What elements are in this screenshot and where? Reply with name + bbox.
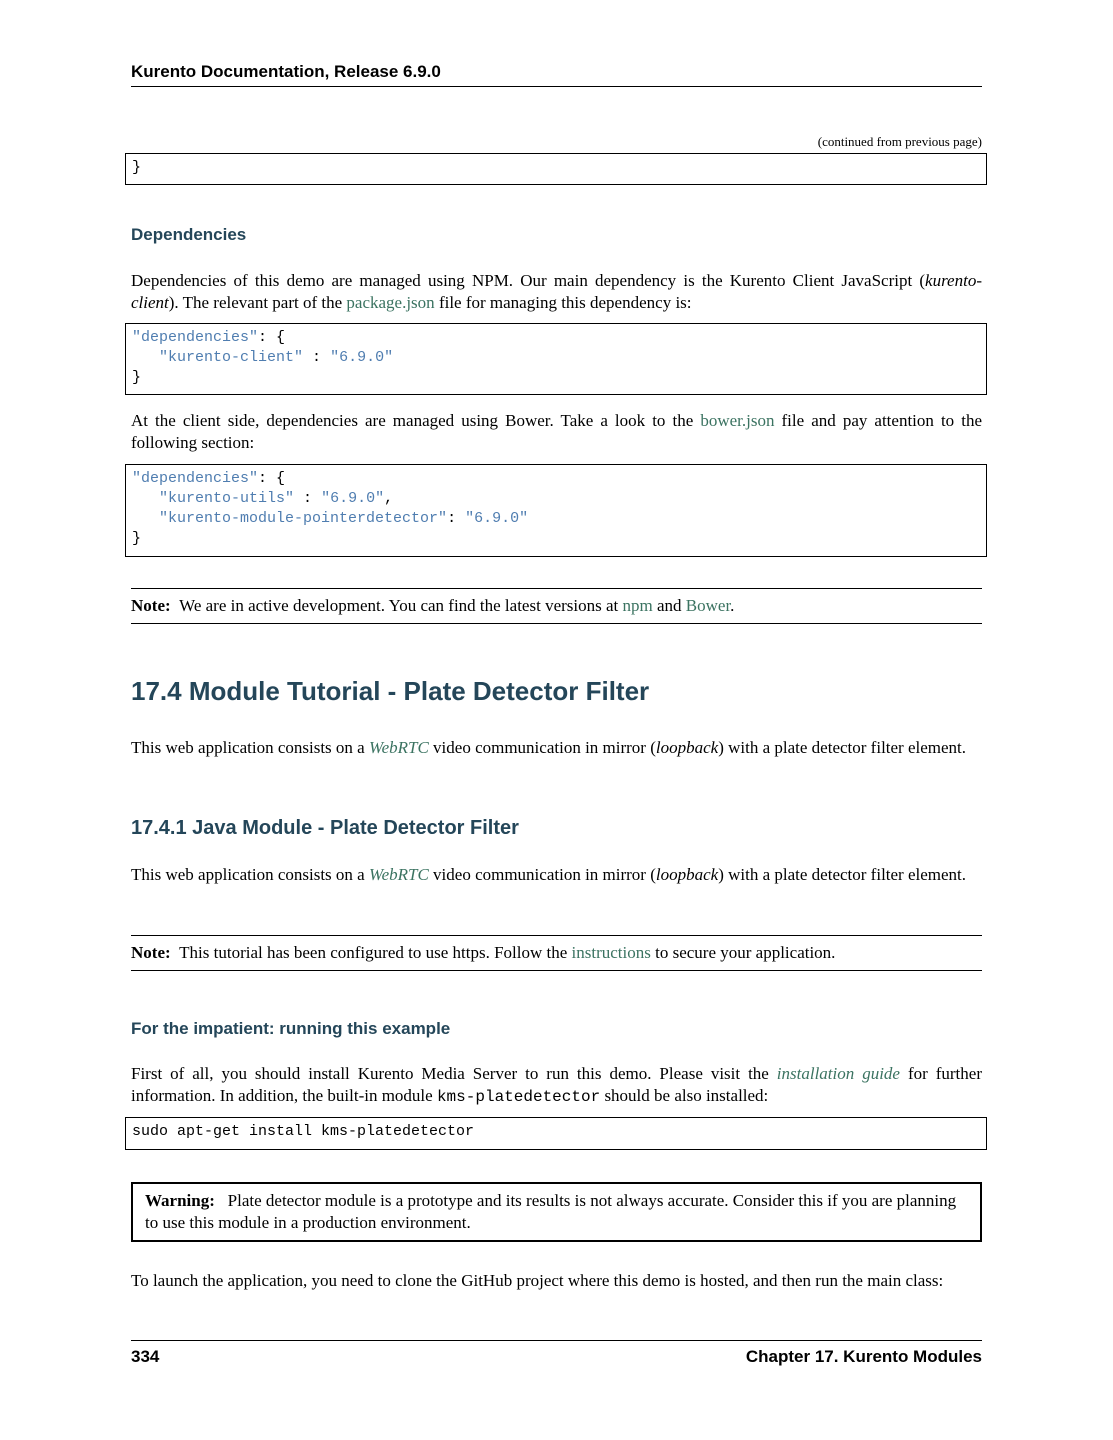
installation-guide-link[interactable]: installation guide (776, 1064, 900, 1083)
running-header: Kurento Documentation, Release 6.9.0 (131, 62, 982, 87)
instructions-link[interactable]: instructions (571, 943, 651, 962)
bower-dependencies-code: "dependencies": { "kurento-utils" : "6.9.0", "kurento-module-pointerdetector": "6.9.0" } (125, 464, 987, 557)
webrtc-link[interactable]: WebRTC (368, 738, 429, 757)
dependencies-paragraph: Dependencies of this demo are managed using NPM. Our main dependency is the Kurento Client JavaScript (kurento-client). The relevant part of the package.json file for managing this dependency is: (131, 271, 982, 312)
chapter-title: Chapter 17. Kurento Modules (745, 1347, 982, 1366)
section-paragraph: This web application consists on a WebRTC video communication in mirror (loopback) with a plate detector filter element. (131, 738, 967, 757)
install-command-code: sudo apt-get install kms-platedetector (125, 1117, 987, 1150)
webrtc-link-2[interactable]: WebRTC (368, 865, 429, 884)
launch-paragraph: To launch the application, you need to clone the GitHub project where this demo is hosted, and then run the main class: (131, 1271, 944, 1290)
impatient-paragraph: First of all, you should install Kurento Media Server to run this demo. Please visit the installation guide for further information. In addition, the built-in module kms-platedetector should be also installed: (131, 1064, 982, 1106)
page-number: 334 (131, 1347, 160, 1366)
subsection-paragraph: This web application consists on a WebRTC video communication in mirror (loopback) with a plate detector filter element. (131, 865, 967, 884)
page-footer (131, 1340, 982, 1367)
note-development: Note: We are in active development. You can find the latest versions at npm and Bower. (131, 588, 982, 624)
bower-json-link[interactable]: bower.json (700, 411, 775, 430)
continued-note: (continued from previous page) (817, 134, 982, 149)
npm-link[interactable]: npm (622, 596, 653, 615)
package-json-link[interactable]: package.json (346, 293, 435, 312)
bower-link[interactable]: Bower (685, 596, 731, 615)
npm-dependencies-code: "dependencies": { "kurento-client" : "6.9.0" } (125, 323, 987, 395)
warning-box: Warning: Plate detector module is a prototype and its results is not always accurate. Consider this if you are planning to use this module in a production environment. (131, 1182, 982, 1242)
note-https: Note: This tutorial has been configured to use https. Follow the instructions to secure your application. (131, 935, 982, 971)
code-block-closing: } (125, 153, 987, 185)
dependencies-heading: Dependencies (131, 225, 247, 244)
impatient-heading: For the impatient: running this example (131, 1019, 451, 1038)
section-heading: 17.4 Module Tutorial - Plate Detector Filter (131, 676, 650, 706)
subsection-heading: 17.4.1 Java Module - Plate Detector Filter (131, 817, 519, 839)
bower-paragraph: At the client side, dependencies are managed using Bower. Take a look to the bower.json file and pay attention to the following section: (131, 411, 982, 452)
